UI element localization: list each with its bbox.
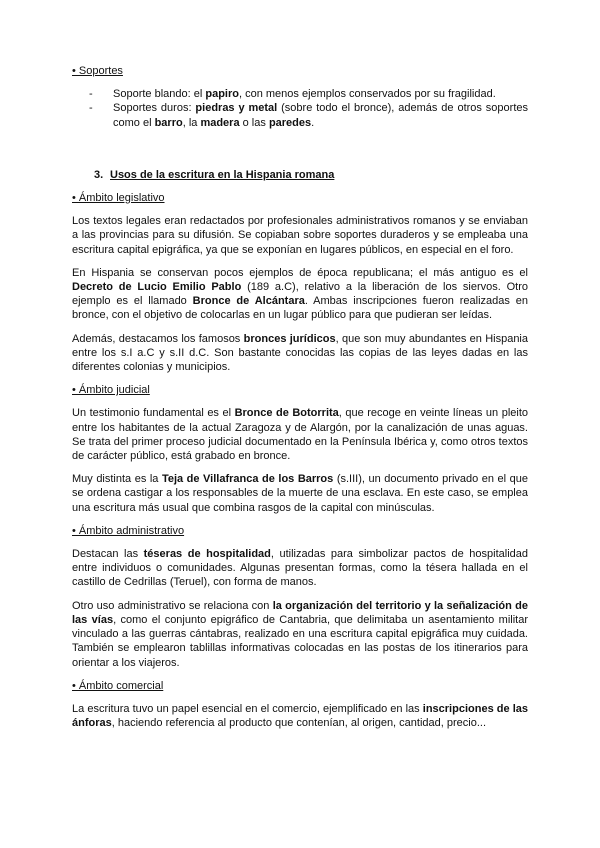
list-item: - Soportes duros: piedras y metal (sobre todo el bronce), además de otros soportes como el barro, la madera o las paredes. bbox=[89, 101, 528, 129]
paragraph: La escritura tuvo un papel esencial en el comercio, ejemplificado en las inscripciones de las ánforas, haciendo referencia al producto que contenían, al origen, cantidad, precio... bbox=[72, 702, 528, 730]
administrativo-heading: • Ámbito administrativo bbox=[72, 524, 185, 537]
list-item: - Soporte blando: el papiro, con menos ejemplos conservados por su fragilidad. bbox=[89, 87, 528, 101]
document-page bbox=[72, 64, 528, 739]
paragraph: Muy distinta es la Teja de Villafranca de los Barros (s.III), un documento privado en el que se ordena castigar a los responsables de la muerte de una esclava. En este caso, se emplea una escritura más usual que combina rasgos de la capital con minúsculas. bbox=[72, 473, 528, 514]
comercial-heading: • Ámbito comercial bbox=[72, 679, 164, 692]
paragraph: En Hispania se conservan pocos ejemplos de época republicana; el más antiguo es el Decreto de Lucio Emilio Pablo (189 a.C), relativo a la liberación de los siervos. Otro ejemplo es el llamado Bronce de Alcántara. Ambas inscripciones fueron realizadas en bronce, con el objetivo de colocarlas en un lugar público para que pudieran ser leídas. bbox=[72, 266, 528, 322]
judicial-heading: • Ámbito judicial bbox=[72, 384, 150, 397]
paragraph: Los textos legales eran redactados por profesionales administrativos romanos y se enviaban a las provincias para su difusión. Se copiaban sobre soportes duraderos y se empleaba una escritura capital epigráfica, ya que se exponían en lugares públicos, en especial en el foro. bbox=[72, 215, 528, 256]
paragraph: Además, destacamos los famosos bronces jurídicos, que son muy abundantes en Hispania entre los s.I a.C y s.II d.C. Son bastante conocidas las copias de las leyes dadas en las diferentes colonias y municipios. bbox=[72, 332, 528, 374]
legislativo-heading: • Ámbito legislativo bbox=[72, 192, 165, 205]
soportes-list bbox=[72, 87, 528, 130]
soportes-heading: • Soportes bbox=[72, 65, 123, 77]
paragraph: Destacan las téseras de hospitalidad, utilizadas para simbolizar pactos de hospitalidad entre individuos o comunidades. Algunas presentan formas, como la tésera hallada en el castillo de Cedrillas (Teruel), con forma de manos. bbox=[72, 548, 528, 589]
paragraph: Otro uso administrativo se relaciona con la organización del territorio y la señalización de las vías, como el conjunto epigráfico de Cantabria, que delimitaba un asentamiento militar vinculado a las guerras cántabras, realizado en una escritura capital epigráfica muy cuidada. También se emplearon tablillas informativas colocadas en las postas de los itinerarios para orientar a los viajeros. bbox=[72, 599, 528, 669]
paragraph: Un testimonio fundamental es el Bronce de Botorrita, que recoge en veinte líneas un pleito entre los habitantes de la actual Zaragoza y de Alargón, por la canalización de unas aguas. Se trata del primer proceso judicial documentado en la Península Ibérica y, como otros textos de carácter público, está grabado en bronce. bbox=[72, 407, 528, 463]
section-3-title: 3. Usos de la escritura en la Hispania romana bbox=[94, 168, 335, 181]
